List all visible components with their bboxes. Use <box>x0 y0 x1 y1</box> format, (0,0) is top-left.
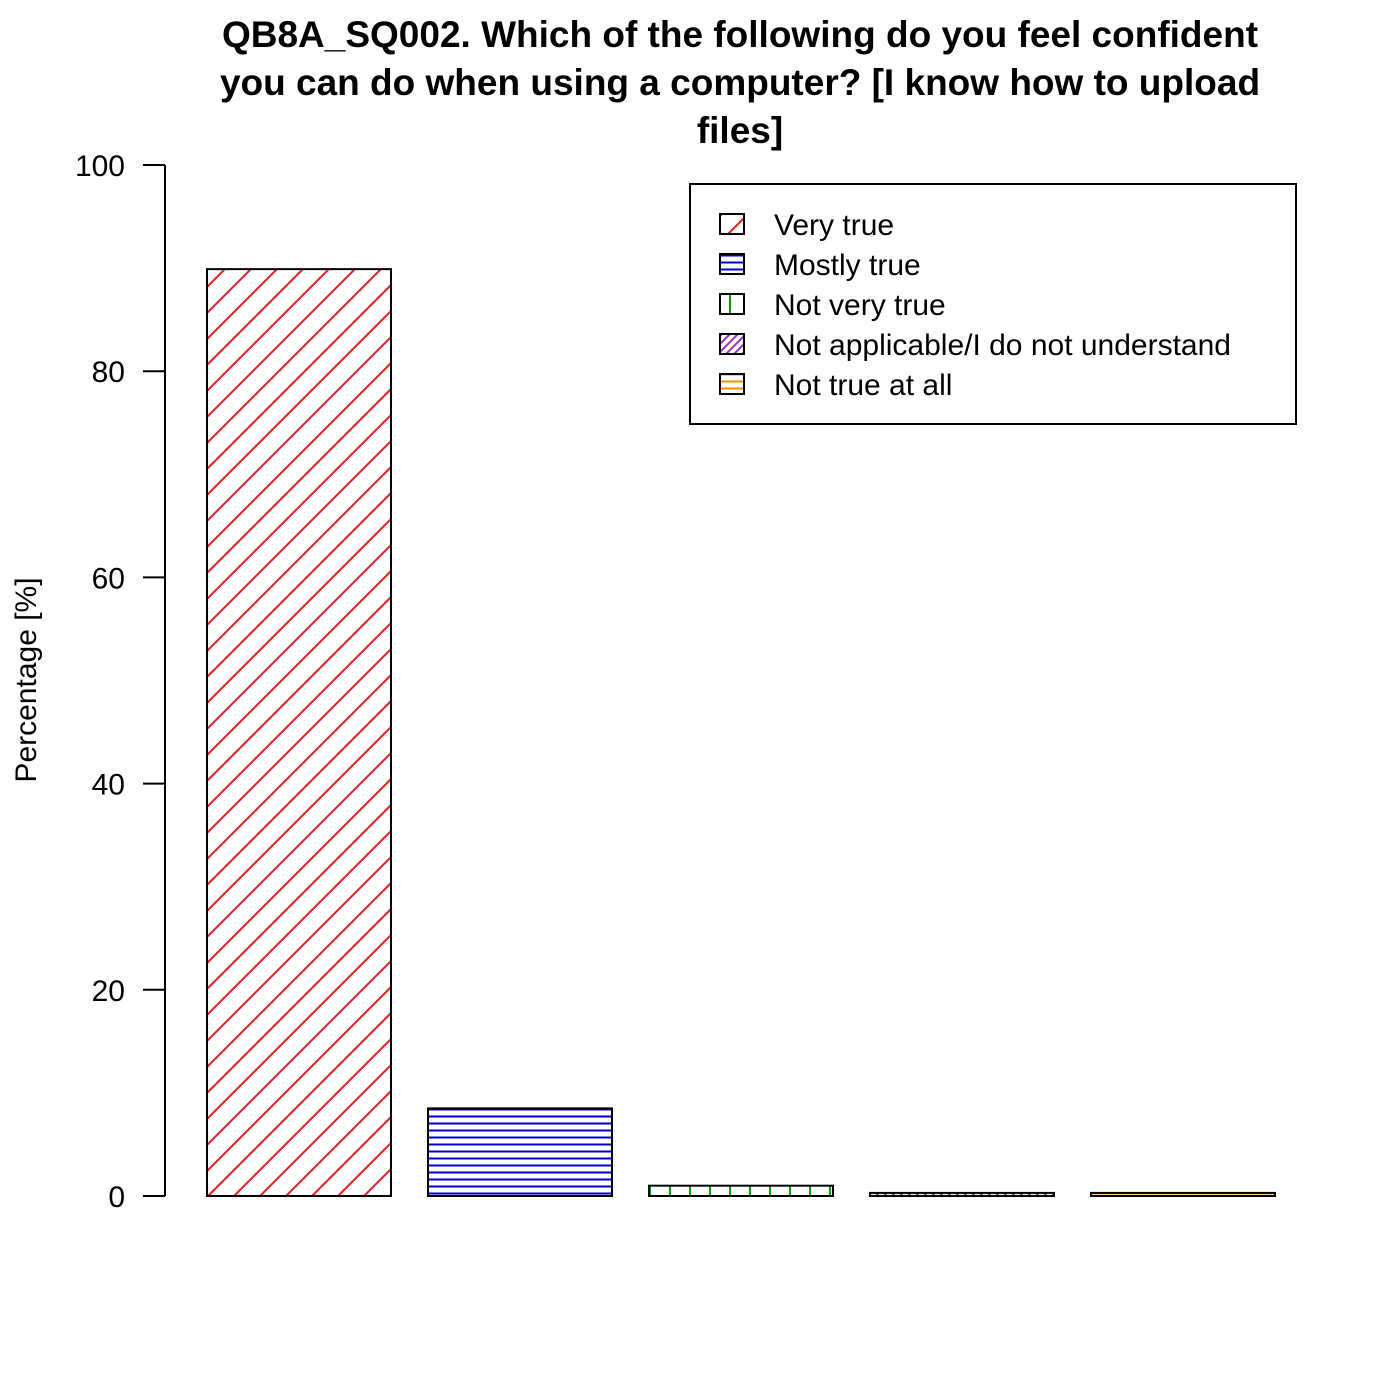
y-tick-label: 40 <box>91 768 125 802</box>
legend-label: Mostly true <box>774 249 921 282</box>
legend-swatch <box>720 294 744 314</box>
y-axis-label: Percentage [%] <box>10 577 43 783</box>
y-tick-label: 60 <box>91 562 125 596</box>
y-tick-label: 100 <box>74 150 125 183</box>
legend <box>690 184 1296 424</box>
chart-title-line: you can do when using a computer? [I know how to upload <box>219 62 1261 103</box>
bar-not-applicable-i-do-not-understand <box>870 1193 1054 1196</box>
legend-swatch <box>720 334 744 354</box>
chart-title-line: files] <box>696 110 784 151</box>
legend-label: Very true <box>774 209 895 242</box>
legend-swatch <box>720 214 744 234</box>
legend-label: Not true at all <box>774 369 953 402</box>
bar-not-true-at-all <box>1091 1193 1275 1196</box>
y-axis <box>75 150 165 1214</box>
y-tick-label: 20 <box>91 974 125 1008</box>
legend-label: Not applicable/I do not understand <box>774 329 1231 362</box>
bar-not-very-true <box>649 1186 833 1196</box>
y-tick-label: 0 <box>108 1181 125 1214</box>
y-tick-label: 80 <box>91 356 125 390</box>
legend-label: Not very true <box>774 289 946 322</box>
chart-title-line: QB8A_SQ002. Which of the following do you feel confident <box>221 14 1259 55</box>
legend-swatch <box>720 374 744 394</box>
chart-title <box>220 14 1260 151</box>
bar-very-true <box>207 269 391 1196</box>
legend-swatch <box>720 254 744 274</box>
bar-mostly-true <box>428 1108 612 1196</box>
